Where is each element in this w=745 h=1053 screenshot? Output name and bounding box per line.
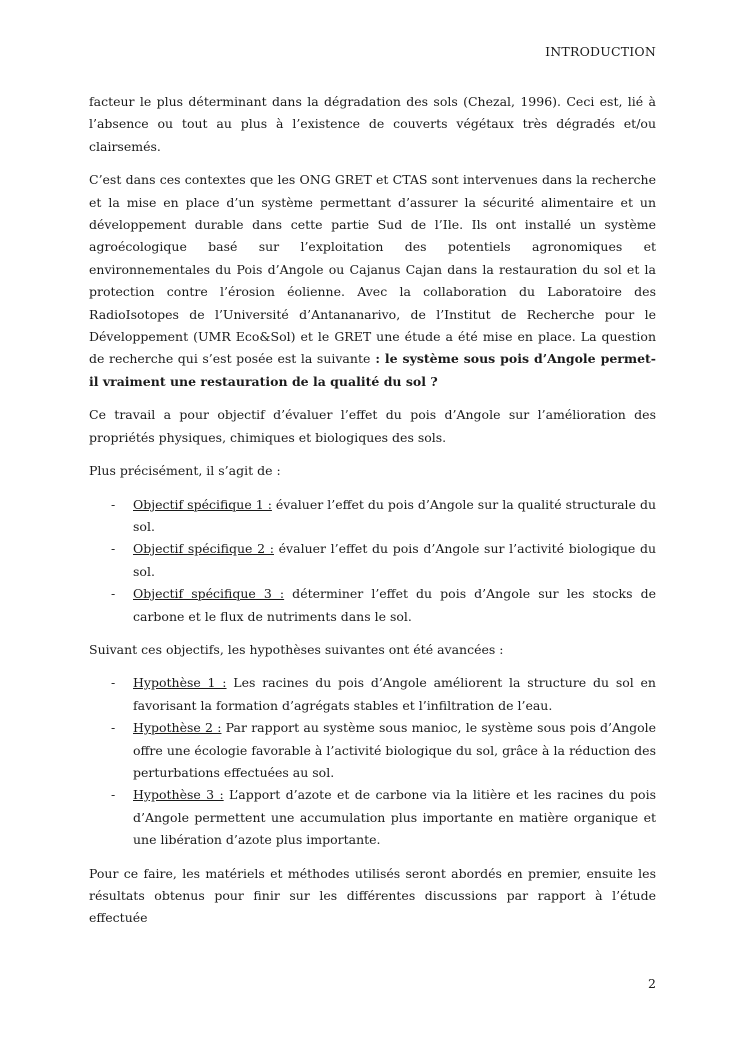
- objective-text: évaluer l’effet du pois d’Angole sur la qualité structurale du sol.: [133, 496, 656, 534]
- list-dash: -: [111, 496, 116, 512]
- hypothesis-text: Les racines du pois d’Angole améliorent la structure du sol en favorisant la formation d’agrégats stables et l’infiltration de l’eau.: [133, 675, 656, 713]
- research-question: : le système sous pois d’Angole permet-il vraiment une restauration de la qualité du sol ?: [89, 351, 656, 389]
- list-item: [89, 784, 656, 851]
- page-body: [89, 91, 656, 941]
- list-dash: -: [111, 675, 116, 691]
- objective-text: évaluer l’effet du pois d’Angole sur l’activité biologique du sol.: [133, 541, 656, 579]
- list-dash: -: [111, 541, 116, 557]
- hypothesis-label: Hypothèse 2 :: [133, 720, 222, 736]
- hypothesis-text: Par rapport au système sous manioc, le système sous pois d’Angole offre une écologie favorable à l’activité biologique du sol, grâce à la réduction des perturbations effectuées au sol.: [133, 720, 656, 780]
- paragraph-objective: Ce travail a pour objectif d’évaluer l’effet du pois d’Angole sur l’amélioration des propriétés physiques, chimiques et biologiques des sols.: [89, 407, 656, 445]
- list-dash: -: [111, 586, 116, 602]
- list-item: [89, 717, 656, 784]
- running-header: INTRODUCTION: [545, 44, 656, 59]
- paragraph-outline: Pour ce faire, les matériels et méthodes utilisés seront abordés en premier, ensuite les résultats obtenus pour finir sur les différentes discussions par rapport à l’étude effectuée: [89, 865, 656, 926]
- paragraph-context: [89, 169, 656, 393]
- list-item: [89, 672, 656, 717]
- list-item: [89, 494, 656, 539]
- paragraph-soil-degradation: facteur le plus déterminant dans la dégradation des sols (Chezal, 1996). Ceci est, lié à l’absence ou tout au plus à l’existence de couverts végétaux très dégradés et/ou clairsemés.: [89, 94, 656, 154]
- objective-label: Objectif spécifique 2 :: [133, 541, 274, 557]
- list-dash: -: [111, 787, 116, 803]
- hypotheses-list: [89, 672, 656, 851]
- list-item: [89, 583, 656, 628]
- hypothesis-label: Hypothèse 1 :: [133, 675, 227, 691]
- hypothesis-text: L’apport d’azote et de carbone via la litière et les racines du pois d’Angole permettent une accumulation plus importante en matière organique et une libération d’azote plus importante.: [133, 787, 656, 848]
- hypothesis-label: Hypothèse 3 :: [133, 787, 224, 803]
- list-dash: -: [111, 720, 116, 736]
- page-number: 2: [648, 976, 656, 991]
- paragraph-intro-hypotheses: Suivant ces objectifs, les hypothèses suivantes ont été avancées :: [89, 641, 504, 657]
- context-text: C’est dans ces contextes que les ONG GRET et CTAS sont intervenues dans la recherche et la mise en place d’un système permettant d’assurer la sécurité alimentaire et un développement durable dans cette partie Sud de l’Ile. Ils ont installé un système agroécologique basé sur l’exploitation des potentiels agronomiques et environnementales du Pois d’Angole ou Cajanus Cajan dans la restauration du sol et la protection contre l’érosion éolienne. Avec la collaboration du Laboratoire des RadioIsotopes de l’Université d’Antananarivo, de l’Institut de Recherche pour le Développement (UMR Eco&Sol) et le GRET une étude a été mise en place. La question de recherche qui s’est posée est la suivante: [89, 172, 656, 367]
- objective-label: Objectif spécifique 3 :: [133, 586, 285, 602]
- list-item: [89, 538, 656, 583]
- paragraph-intro-objectives: Plus précisément, il s’agit de :: [89, 463, 281, 479]
- objective-label: Objectif spécifique 1 :: [133, 496, 272, 512]
- objectives-list: [89, 494, 656, 628]
- objective-text: déterminer l’effet du pois d’Angole sur les stocks de carbone et le flux de nutriments dans le sol.: [133, 586, 656, 624]
